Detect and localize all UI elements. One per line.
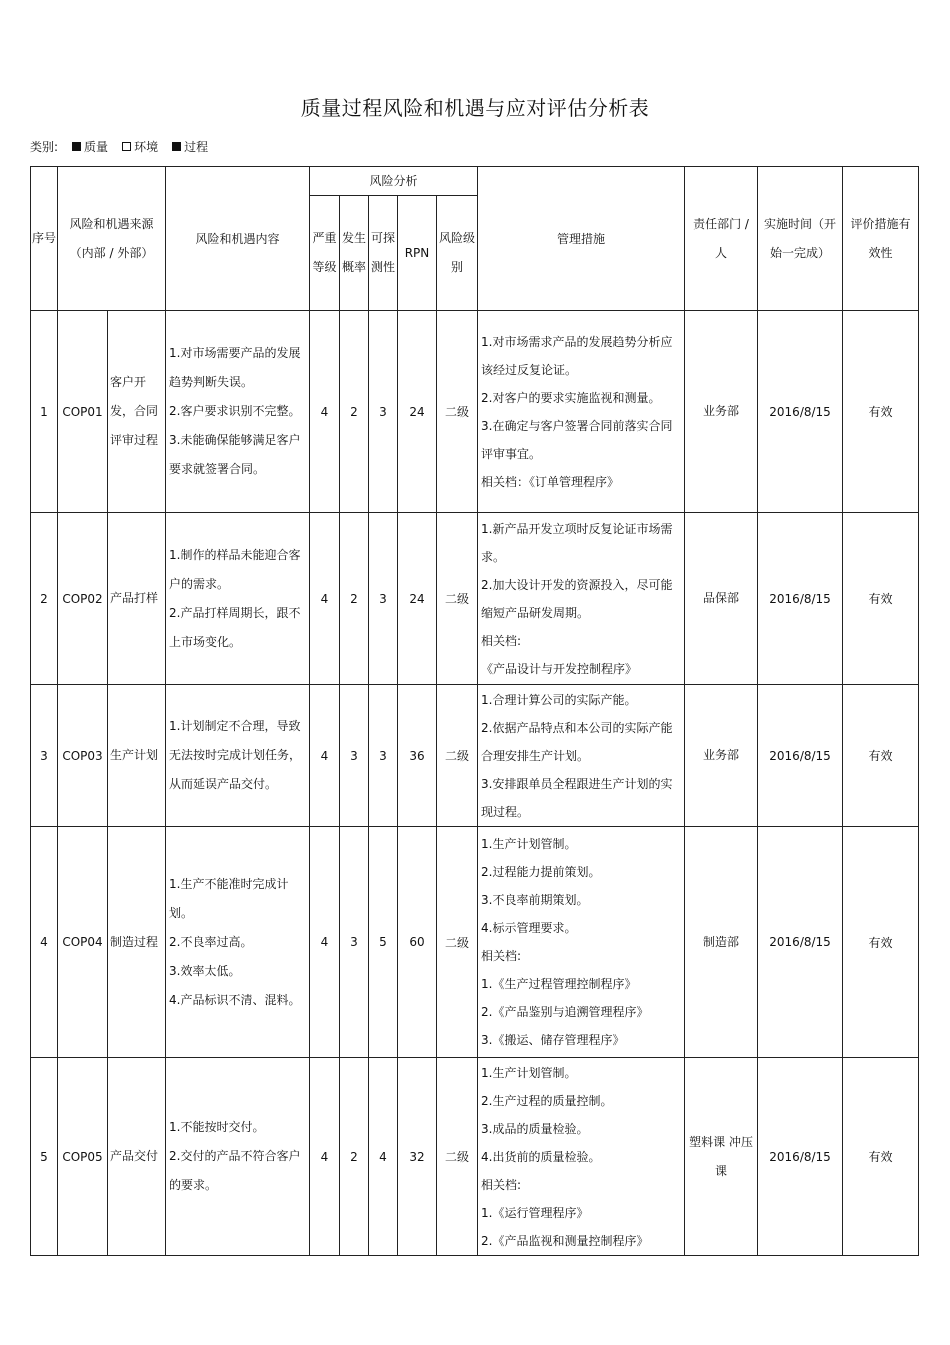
row-severity: 4	[310, 685, 340, 827]
row-process: 产品打样	[108, 513, 166, 685]
measures-line: 2.过程能力提前策划。	[481, 865, 601, 879]
measures-line: 相关档：《订单管理程序》	[481, 474, 620, 489]
measures-line: 3.《搬运、储存管理程序》	[481, 1033, 625, 1047]
measures-line: 3.在确定与客户签署合同前落实合同评审事宜。	[481, 418, 673, 461]
row-time: 2016/8/15	[758, 1058, 843, 1256]
header-seq: 序号	[31, 167, 58, 311]
row-seq: 4	[31, 827, 58, 1058]
category-option-environment[interactable]: 环境	[122, 138, 158, 155]
row-measures	[478, 827, 685, 1058]
row-seq: 2	[31, 513, 58, 685]
row-severity: 4	[310, 311, 340, 513]
row-time: 2016/8/15	[758, 685, 843, 827]
category-selector	[30, 138, 208, 155]
row-code: COP02	[58, 513, 108, 685]
content-line: 2.不良率过高。	[169, 934, 253, 949]
content-line: 2.客户要求识别不完整。	[169, 404, 301, 418]
measures-line: 1.生产计划管制。	[481, 1065, 577, 1080]
measures-line: 4.标示管理要求。	[481, 921, 577, 935]
row-eval: 有效	[843, 1058, 919, 1256]
measures-line: 相关档:	[481, 633, 522, 648]
header-eval: 评价措施有效性	[843, 167, 919, 311]
header-severity: 严重等级	[310, 196, 340, 311]
category-label: 类别:	[30, 140, 59, 154]
measures-line: 2.《产品监视和测量控制程序》	[481, 1233, 649, 1248]
checkbox-icon	[172, 142, 181, 151]
row-severity: 4	[310, 513, 340, 685]
header-risk-analysis: 风险分析	[310, 167, 478, 196]
checkbox-icon	[72, 142, 81, 151]
row-probability: 3	[340, 827, 369, 1058]
document-title: 质量过程风险和机遇与应对评估分析表	[300, 96, 650, 120]
table-row	[31, 513, 919, 685]
row-level: 二级	[437, 311, 478, 513]
row-content	[166, 1058, 310, 1256]
row-eval: 有效	[843, 685, 919, 827]
row-process: 产品交付	[108, 1058, 166, 1256]
row-code: COP01	[58, 311, 108, 513]
row-content	[166, 311, 310, 513]
measures-line: 《产品设计与开发控制程序》	[481, 661, 638, 676]
row-time: 2016/8/15	[758, 827, 843, 1058]
row-probability: 2	[340, 513, 369, 685]
row-dept: 塑料课 冲压课	[685, 1058, 758, 1256]
row-rpn: 32	[398, 1058, 437, 1256]
row-measures	[478, 685, 685, 827]
row-level: 二级	[437, 685, 478, 827]
row-seq: 5	[31, 1058, 58, 1256]
row-detect: 4	[369, 1058, 398, 1256]
row-eval: 有效	[843, 513, 919, 685]
measures-line: 4.出货前的质量检验。	[481, 1149, 601, 1164]
row-level: 二级	[437, 827, 478, 1058]
checkbox-icon	[122, 142, 131, 151]
row-eval: 有效	[843, 311, 919, 513]
header-rpn: RPN	[398, 196, 437, 311]
row-rpn: 60	[398, 827, 437, 1058]
measures-line: 1.对市场需求产品的发展趋势分析应该经过反复论证。	[481, 334, 673, 377]
risk-assessment-table	[30, 166, 919, 1256]
row-severity: 4	[310, 1058, 340, 1256]
content-line: 1.生产不能准时完成计划。	[169, 876, 289, 920]
header-level: 风险级别	[437, 196, 478, 311]
measures-line: 相关档:	[481, 1177, 522, 1192]
row-code: COP05	[58, 1058, 108, 1256]
content-line: 1.计划制定不合理，导致无法按时完成计划任务，从而延误产品交付。	[169, 719, 302, 791]
header-measures: 管理措施	[478, 167, 685, 311]
measures-line: 2.依据产品特点和本公司的实际产能合理安排生产计划。	[481, 720, 673, 763]
table-row	[31, 311, 919, 513]
measures-line: 相关档:	[481, 949, 522, 963]
table-row	[31, 1058, 919, 1256]
row-measures	[478, 1058, 685, 1256]
content-line: 2.产品打样周期长，跟不上市场变化。	[169, 605, 301, 649]
content-line: 1.制作的样品未能迎合客户的需求。	[169, 547, 301, 591]
header-probability: 发生概率	[340, 196, 369, 311]
table-row	[31, 685, 919, 827]
row-severity: 4	[310, 827, 340, 1058]
measures-line: 1.合理计算公司的实际产能。	[481, 692, 637, 707]
category-option-process[interactable]: 过程	[172, 138, 208, 155]
header-time: 实施时间（开始一完成）	[758, 167, 843, 311]
row-eval: 有效	[843, 827, 919, 1058]
row-rpn: 24	[398, 513, 437, 685]
header-dept: 责任部门 / 人	[685, 167, 758, 311]
measures-line: 1.生产计划管制。	[481, 837, 577, 851]
row-process: 客户开发，合同评审过程	[108, 311, 166, 513]
measures-line: 2.《产品鉴别与追溯管理程序》	[481, 1005, 649, 1019]
measures-line: 1.《生产过程管理控制程序》	[481, 977, 637, 991]
row-seq: 1	[31, 311, 58, 513]
row-probability: 3	[340, 685, 369, 827]
row-measures	[478, 513, 685, 685]
row-content	[166, 513, 310, 685]
row-process: 制造过程	[108, 827, 166, 1058]
row-rpn: 24	[398, 311, 437, 513]
content-line: 2.交付的产品不符合客户的要求。	[169, 1149, 301, 1192]
row-content	[166, 827, 310, 1058]
row-detect: 3	[369, 513, 398, 685]
row-dept: 业务部	[685, 685, 758, 827]
row-process: 生产计划	[108, 685, 166, 827]
row-content	[166, 685, 310, 827]
header-source: 风险和机遇来源（内部 / 外部）	[58, 167, 166, 311]
row-rpn: 36	[398, 685, 437, 827]
row-probability: 2	[340, 1058, 369, 1256]
measures-line: 2.生产过程的质量控制。	[481, 1093, 613, 1108]
row-level: 二级	[437, 1058, 478, 1256]
content-line: 1.不能按时交付。	[169, 1120, 265, 1134]
row-time: 2016/8/15	[758, 311, 843, 513]
row-code: COP04	[58, 827, 108, 1058]
row-level: 二级	[437, 513, 478, 685]
row-time: 2016/8/15	[758, 513, 843, 685]
header-content: 风险和机遇内容	[166, 167, 310, 311]
row-code: COP03	[58, 685, 108, 827]
table-row	[31, 827, 919, 1058]
header-detect: 可探测性	[369, 196, 398, 311]
row-probability: 2	[340, 311, 369, 513]
row-detect: 3	[369, 685, 398, 827]
row-dept: 业务部	[685, 311, 758, 513]
row-detect: 5	[369, 827, 398, 1058]
measures-line: 3.成品的质量检验。	[481, 1121, 589, 1136]
content-line: 1.对市场需要产品的发展趋势判断失误。	[169, 346, 301, 389]
content-line: 4.产品标识不清、混料。	[169, 992, 301, 1007]
row-measures	[478, 311, 685, 513]
row-dept: 制造部	[685, 827, 758, 1058]
measures-line: 3.不良率前期策划。	[481, 893, 589, 907]
measures-line: 2.对客户的要求实施监视和测量。	[481, 390, 661, 405]
measures-line: 3.安排跟单员全程跟进生产计划的实现过程。	[481, 776, 673, 819]
content-line: 3.效率太低。	[169, 963, 241, 978]
row-seq: 3	[31, 685, 58, 827]
measures-line: 1.《运行管理程序》	[481, 1205, 589, 1220]
row-detect: 3	[369, 311, 398, 513]
category-option-quality[interactable]: 质量	[72, 138, 108, 155]
content-line: 3.未能确保能够满足客户要求就签署合同。	[169, 433, 301, 476]
measures-line: 1.新产品开发立项时反复论证市场需求。	[481, 521, 673, 564]
measures-line: 2.加大设计开发的资源投入，尽可能缩短产品研发周期。	[481, 577, 673, 620]
row-dept: 品保部	[685, 513, 758, 685]
